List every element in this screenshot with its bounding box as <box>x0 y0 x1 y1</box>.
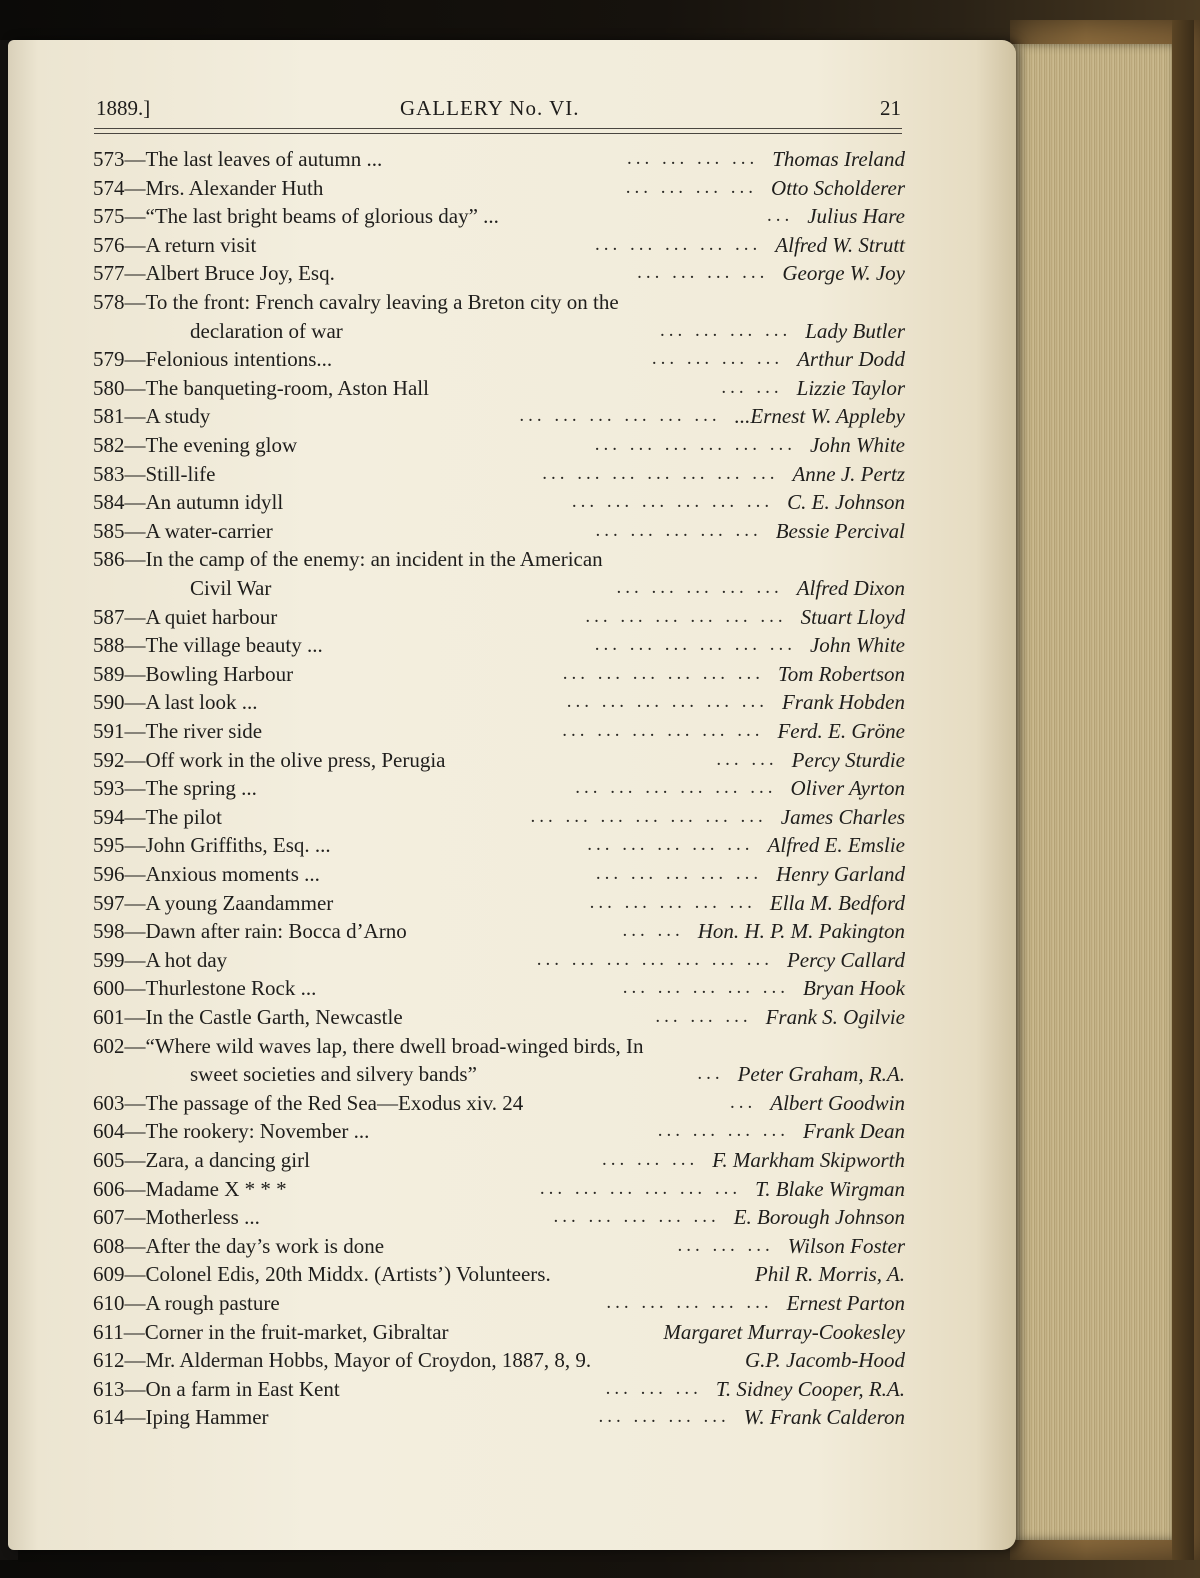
entry-artist: G.P. Jacomb-Hood <box>744 1348 905 1373</box>
entry-leader-dots: ... ... ... ... ... ... <box>539 1177 742 1199</box>
entry-title-continuation: declaration of war <box>190 318 343 343</box>
header-page-number: 21 <box>880 96 901 120</box>
entry-title: 577—Albert Bruce Joy, Esq. <box>93 261 335 286</box>
entry-leader-dots: ... ... ... ... ... ... <box>562 662 764 684</box>
entry-artist: Percy Sturdie <box>791 747 905 772</box>
entry-leader-dots: ... ... ... ... ... ... <box>519 405 721 427</box>
entry-title: 583—Still-life <box>93 461 216 486</box>
entry-artist: Phil R. Morris, A. <box>754 1262 905 1287</box>
entry-title: 586—In the camp of the enemy: an incident in the American <box>93 547 603 572</box>
entry-leader-dots: ... ... ... ... ... ... <box>571 491 774 513</box>
entry-artist: Wilson Foster <box>787 1233 905 1258</box>
entry-artist: Bryan Hook <box>802 976 905 1001</box>
entry-title: 585—A water-carrier <box>93 518 273 543</box>
entry-leader-dots: ... ... ... ... ... ... <box>566 691 768 713</box>
entry-artist: Ferd. E. Gröne <box>777 719 905 743</box>
entry-artist: Percy Callard <box>786 947 905 972</box>
entry-leader-dots: ... ... ... ... ... <box>606 1292 773 1313</box>
entry-title: 608—After the day’s work is done <box>93 1233 385 1258</box>
entry-title: 580—The banqueting-room, Aston Hall <box>93 375 429 400</box>
entry-leader-dots: ... ... ... <box>677 1234 774 1256</box>
entry-leader-dots: ... ... ... ... <box>660 319 792 341</box>
entry-title: 613—On a farm in East Kent <box>93 1376 340 1401</box>
entry-artist: Tom Robertson <box>778 661 905 686</box>
entry-leader-dots: ... ... ... ... <box>657 1120 789 1142</box>
entry-leader-dots: ... <box>766 205 794 227</box>
entry-artist: Margaret Murray-Cookesley <box>663 1319 905 1344</box>
entry-artist: Alfred Dixon <box>796 576 905 600</box>
header-gallery-title: GALLERY No. VI. <box>400 96 580 120</box>
entry-title: 574—Mrs. Alexander Huth <box>93 175 324 200</box>
entry-title-continuation: Civil War <box>190 576 272 600</box>
entry-artist: James Charles <box>780 804 905 829</box>
entry-title: 573—The last leaves of autumn ... <box>93 147 383 171</box>
entry-leader-dots: ... ... <box>716 748 778 770</box>
entry-leader-dots: ... ... ... ... ... <box>553 1206 720 1228</box>
entry-leader-dots: ... ... ... <box>655 1006 752 1027</box>
entry-title: 579—Felonious intentions... <box>93 347 333 372</box>
entry-title: 578—To the front: French cavalry leaving a Breton city on the <box>93 290 619 314</box>
entry-leader-dots: ... ... ... ... <box>598 1406 730 1428</box>
entry-title: 592—Off work in the olive press, Perugia <box>93 747 446 772</box>
entry-leader-dots: ... ... <box>721 376 783 398</box>
entry-title: 596—Anxious moments ... <box>93 862 320 886</box>
entry-leader-dots: ... ... ... ... ... <box>616 577 783 598</box>
entry-artist: John White <box>809 633 905 658</box>
entry-leader-dots: ... ... ... ... ... ... ... <box>536 948 773 970</box>
entry-leader-dots: ... ... ... ... ... ... <box>594 434 796 455</box>
entry-title: 611—Corner in the fruit-market, Gibraltar <box>93 1319 449 1344</box>
entry-artist: E. Borough Johnson <box>733 1205 905 1230</box>
entry-title: 595—John Griffiths, Esq. ... <box>93 833 331 858</box>
entry-title: 587—A quiet harbour <box>93 604 278 629</box>
entry-title: 607—Motherless ... <box>93 1205 260 1230</box>
entry-title: 612—Mr. Alderman Hobbs, Mayor of Croydon, 1887, 8, 9. <box>93 1348 592 1373</box>
entry-leader-dots: ... ... <box>622 920 684 942</box>
entry-leader-dots: ... ... ... ... ... <box>595 233 762 255</box>
entry-title: 603—The passage of the Red Sea—Exodus xiv. 24 <box>93 1090 524 1115</box>
entry-artist: T. Sidney Cooper, R.A. <box>715 1376 905 1401</box>
entry-artist: T. Blake Wirgman <box>755 1176 905 1201</box>
entry-leader-dots: ... <box>697 1063 724 1085</box>
entry-artist: Arthur Dodd <box>797 347 905 372</box>
entry-leader-dots: ... ... ... ... ... <box>595 519 762 541</box>
entry-title: 601—In the Castle Garth, Newcastle <box>93 1005 403 1029</box>
entry-artist: Ernest Parton <box>786 1291 905 1315</box>
entry-artist: Albert Goodwin <box>770 1090 905 1115</box>
entry-leader-dots: ... ... ... <box>605 1377 702 1399</box>
entry-title: 593—The spring ... <box>93 776 257 801</box>
entry-artist: Lizzie Taylor <box>796 375 905 400</box>
entry-artist: Stuart Lloyd <box>800 604 905 629</box>
entry-title: 602—“Where wild waves lap, there dwell broad-winged birds, In <box>93 1033 644 1058</box>
entry-title: 582—The evening glow <box>93 433 298 457</box>
entry-leader-dots: ... ... ... ... <box>625 176 758 198</box>
entry-title: 576—A return visit <box>93 232 257 257</box>
entry-leader-dots: ... ... ... ... <box>651 348 784 370</box>
entry-leader-dots: ... ... ... <box>602 1149 699 1170</box>
entry-artist: F. Markham Skipworth <box>712 1148 905 1172</box>
entry-leader-dots: ... <box>730 1091 757 1113</box>
entry-leader-dots: ... ... ... ... ... <box>622 977 789 999</box>
entry-artist: Peter Graham, R.A. <box>737 1062 905 1087</box>
entry-artist: Thomas Ireland <box>772 147 905 171</box>
entry-leader-dots: ... ... ... ... ... ... ... <box>542 462 779 484</box>
entry-title: 588—The village beauty ... <box>93 633 323 658</box>
entry-artist: George W. Joy <box>782 261 905 286</box>
entry-leader-dots: ... ... ... ... <box>637 262 769 284</box>
entry-leader-dots: ... ... ... ... ... ... <box>594 634 796 656</box>
entry-title: 606—Madame X * * * <box>93 1176 287 1201</box>
entry-artist: Oliver Ayrton <box>790 776 905 801</box>
entry-artist: Lady Butler <box>805 318 905 343</box>
entry-leader-dots: ... ... ... ... ... <box>589 891 756 913</box>
entry-leader-dots: ... ... ... ... ... ... ... <box>530 805 767 827</box>
entry-artist: W. Frank Calderon <box>743 1405 905 1430</box>
entry-artist: C. E. Johnson <box>787 490 905 515</box>
entry-title: 589—Bowling Harbour <box>93 661 294 686</box>
entry-artist: Frank S. Ogilvie <box>765 1005 905 1029</box>
entry-title: 584—An autumn idyll <box>93 490 284 515</box>
entry-title: 604—The rookery: November ... <box>93 1119 370 1144</box>
entry-title: 610—A rough pasture <box>93 1291 280 1315</box>
entry-title: 597—A young Zaandammer <box>93 890 334 915</box>
entry-artist: Ella M. Bedford <box>769 890 905 915</box>
entry-artist: Anne J. Pertz <box>792 461 905 486</box>
entry-artist: Alfred E. Emslie <box>767 833 905 858</box>
entry-title: 614—Iping Hammer <box>93 1405 269 1430</box>
entry-artist: Bessie Percival <box>775 518 905 543</box>
entry-artist: ...Ernest W. Appleby <box>734 404 905 429</box>
entry-artist: John White <box>809 433 905 457</box>
entry-title: 575—“The last bright beams of glorious day” ... <box>93 204 499 229</box>
entry-leader-dots: ... ... ... ... <box>626 148 759 169</box>
entry-title-continuation: sweet societies and silvery bands” <box>190 1062 477 1087</box>
entry-leader-dots: ... ... ... ... ... <box>595 863 763 884</box>
entry-artist: Otto Scholderer <box>771 175 905 200</box>
header-year: 1889.] <box>96 96 151 120</box>
entry-leader-dots: ... ... ... ... ... ... <box>562 720 764 741</box>
entry-artist: Alfred W. Strutt <box>775 232 905 257</box>
entry-title: 594—The pilot <box>93 804 222 829</box>
entry-title: 600—Thurlestone Rock ... <box>93 976 317 1001</box>
entry-artist: Julius Hare <box>807 204 905 229</box>
entry-artist: Henry Garland <box>776 862 905 886</box>
entry-title: 605—Zara, a dancing girl <box>93 1148 310 1172</box>
entry-artist: Hon. H. P. M. Pakington <box>697 919 905 944</box>
entry-title: 598—Dawn after rain: Bocca d’Arno <box>93 919 407 944</box>
entry-leader-dots: ... ... ... ... ... ... <box>585 605 787 627</box>
entry-leader-dots: ... ... ... ... ... ... <box>575 777 777 799</box>
entry-title: 591—The river side <box>93 719 263 743</box>
entry-title: 590—A last look ... <box>93 690 258 715</box>
entry-title: 581—A study <box>93 404 211 429</box>
entry-artist: Frank Hobden <box>781 690 905 715</box>
entry-leader-dots: ... ... ... ... ... <box>587 834 754 856</box>
entry-title: 609—Colonel Edis, 20th Middx. (Artists’) Volunteers. <box>93 1262 551 1287</box>
entry-title: 599—A hot day <box>93 947 228 972</box>
entry-artist: Frank Dean <box>802 1119 905 1144</box>
